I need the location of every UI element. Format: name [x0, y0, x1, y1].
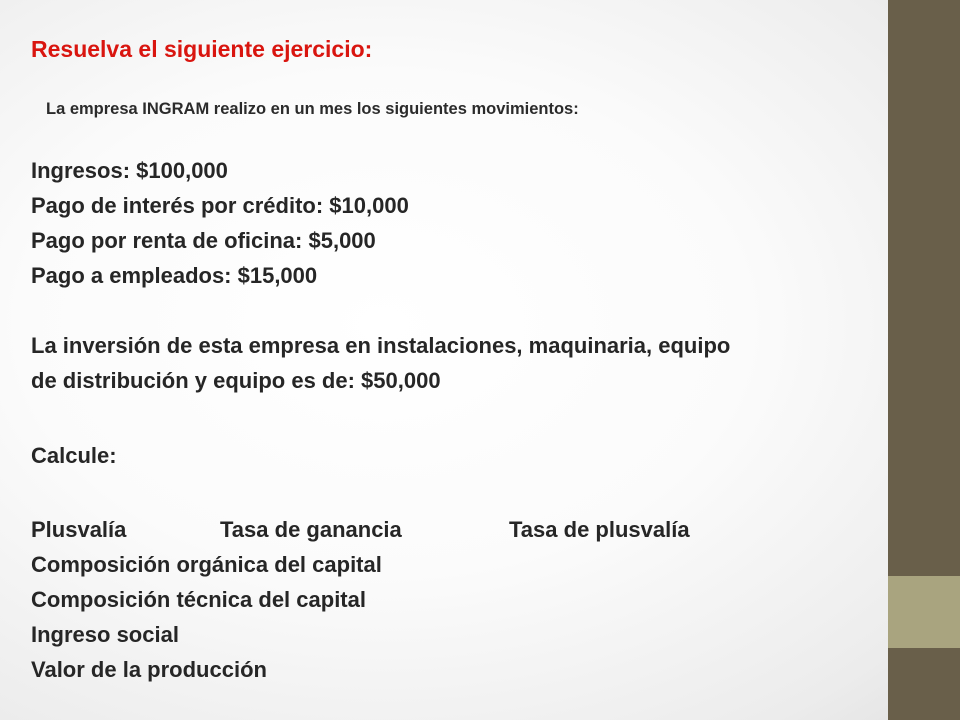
movement-income: Ingresos: $100,000 [31, 158, 228, 183]
calc-plusvalia: Plusvalía [31, 517, 127, 542]
side-accent-block [888, 576, 960, 648]
calc-tasa-ganancia: Tasa de ganancia [220, 517, 402, 542]
calculate-label: Calcule: [31, 443, 117, 468]
calc-valor-produccion: Valor de la producción [31, 657, 267, 682]
movement-interest: Pago de interés por crédito: $10,000 [31, 193, 409, 218]
movement-rent: Pago por renta de oficina: $5,000 [31, 228, 376, 253]
movement-employees: Pago a empleados: $15,000 [31, 263, 318, 288]
slide-title: Resuelva el siguiente ejercicio: [31, 36, 373, 62]
calc-composicion-tecnica: Composición técnica del capital [31, 587, 366, 612]
calc-ingreso-social: Ingreso social [31, 622, 179, 647]
calc-composicion-organica: Composición orgánica del capital [31, 552, 382, 577]
calc-tasa-plusvalia: Tasa de plusvalía [509, 517, 690, 542]
investment-line-1: La inversión de esta empresa en instalaciones, maquinaria, equipo [31, 333, 731, 358]
intro-text: La empresa INGRAM realizo en un mes los siguientes movimientos: [46, 100, 579, 118]
investment-line-2: de distribución y equipo es de: $50,000 [31, 368, 441, 393]
